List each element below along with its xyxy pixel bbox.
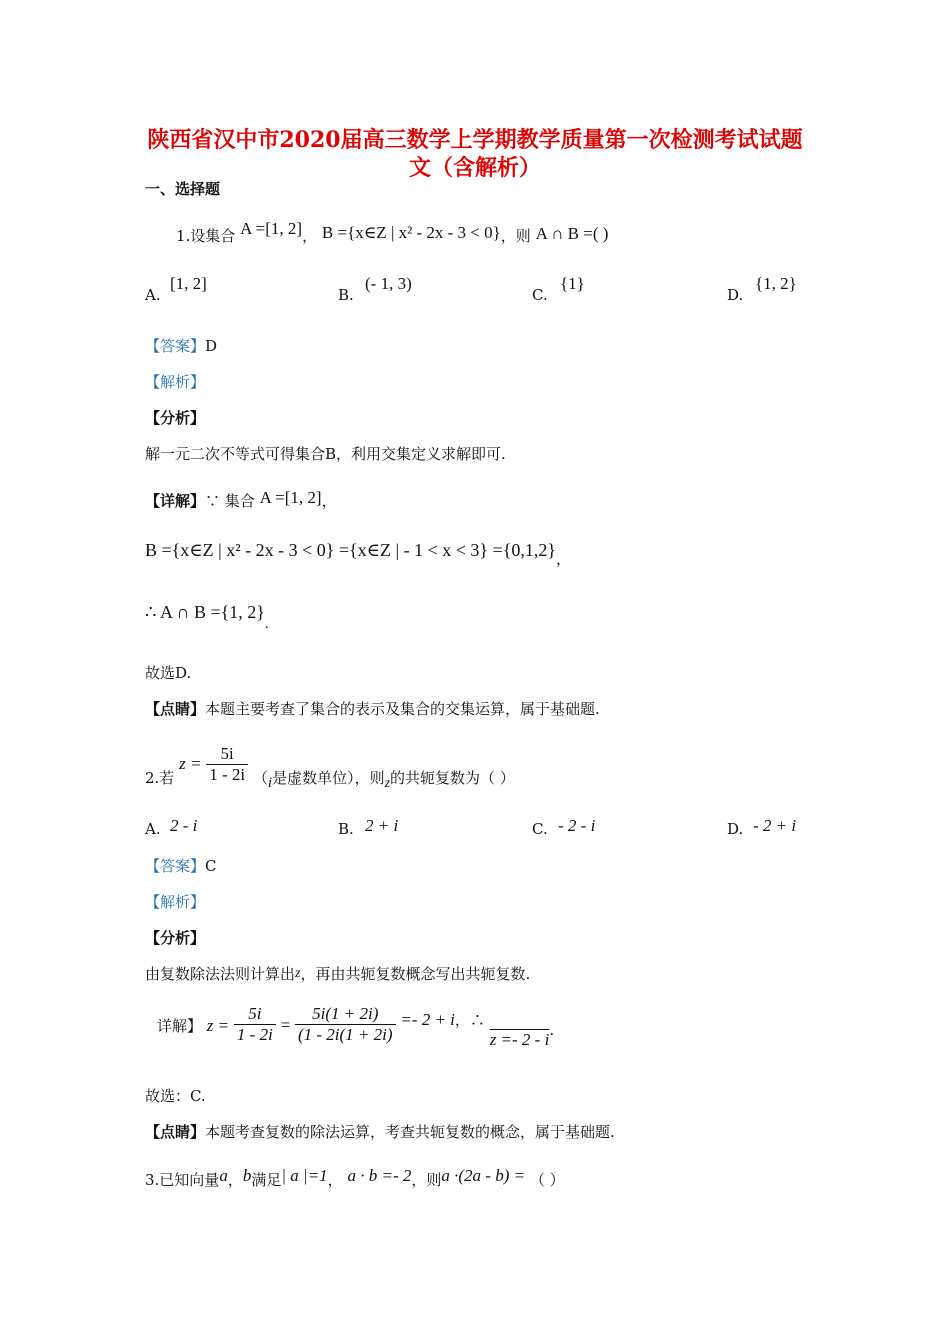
q2-z-eq: z =	[179, 753, 202, 773]
q2-option-d-value: - 2 + i	[753, 816, 797, 835]
q2-conclusion: 故选：C.	[145, 1087, 206, 1105]
q2-answer-value: C	[205, 857, 217, 875]
q2-jiexi-tag: 【解析】	[145, 893, 206, 911]
q1-answer-tag: 【答案】	[145, 337, 206, 355]
q1-conclusion: 故选D.	[145, 664, 192, 682]
q2-fenxi	[145, 963, 530, 984]
q2-detail-frac1-num: 5i	[234, 1004, 276, 1025]
q1-comment-text: 本题主要考查了集合的表示及集合的交集运算，属于基础题.	[205, 700, 600, 718]
q2-detail-z-eq: z =	[206, 1015, 230, 1035]
q2-fenxi-tag: 【分析】	[145, 929, 206, 947]
q2-detail-sep: ，∴	[454, 1010, 485, 1029]
q2-fenxi-z: z	[295, 966, 301, 981]
q1-detail-tag: 【详解】	[145, 492, 206, 510]
q3-satisfy: 满足	[251, 1171, 282, 1189]
q2-option-a-value: 2 - i	[170, 816, 198, 835]
q3-comma1: ，	[227, 1171, 243, 1189]
q3-stem	[145, 1165, 565, 1189]
q1-stem-prefix: 1.设集合	[176, 227, 236, 245]
q2-option-c-value: - 2 - i	[558, 816, 596, 835]
q1-detail-result-end: .	[264, 616, 269, 632]
q2-fenxi-b: ，再由共轭复数概念写出共轭复数.	[300, 965, 531, 983]
q2-comment-text: 本题考查复数的除法运算，考查共轭复数的概念，属于基础题.	[205, 1123, 615, 1141]
q2-option-b-value: 2 + i	[365, 816, 399, 835]
q1-then: ，则	[500, 227, 531, 245]
q1-comma: ，	[302, 227, 318, 245]
q3-b-symbol: b	[242, 1166, 252, 1185]
q1-fenxi-text: 解一元二次不等式可得集合B，利用交集定义求解即可.	[145, 445, 506, 463]
q2-detail-frac2-den: (1 - 2i(1 + 2i)	[297, 1025, 393, 1044]
q1-detail-line3	[145, 602, 269, 632]
q3-blank: （ ）	[529, 1171, 565, 1189]
q2-detail-end: .	[549, 1020, 555, 1039]
q2-detail-tag: 详解】	[157, 1016, 203, 1035]
title-line-1: 陕西省汉中市2020届高三数学上学期教学质量第一次检测考试试题	[147, 127, 803, 153]
q1-option-d-label: D.	[727, 286, 744, 304]
q2-stem-mid2: 是虚数单位），则	[272, 768, 385, 787]
q1-option-d-value: {1, 2}	[755, 274, 797, 293]
section-heading: 一、选择题	[145, 180, 221, 198]
q1-option-b-label: B.	[338, 286, 354, 304]
q1-detail-set-b: B ={x∈Z | x² - 2x - 3 < 0} ={x∈Z | - 1 < x < 3} ={0,1,2}	[145, 540, 556, 560]
q1-comment	[145, 698, 600, 719]
q2-fraction	[206, 744, 248, 785]
q1-detail-set-b-end: ，	[555, 552, 571, 568]
q1-jiexi-tag: 【解析】	[145, 373, 206, 391]
q2-detail	[157, 1006, 554, 1047]
q3-expression: a ·(2a - b) =	[441, 1166, 526, 1185]
q2-detail-frac2-num: 5i(1 + 2i)	[295, 1004, 396, 1025]
q2-stem-mid1: （	[252, 768, 268, 787]
q2-detail-frac2	[295, 1004, 396, 1045]
q1-option-a-value: [1, 2]	[170, 274, 207, 293]
q2-option-d-label: D.	[727, 820, 744, 838]
q1-ask: A ∩ B =( )	[535, 224, 609, 243]
q1-fenxi-tag: 【分析】	[145, 409, 206, 427]
q2-option-a-label: A.	[145, 820, 161, 838]
q2-option-c-label: C.	[532, 820, 548, 838]
q1-option-a-label: A.	[145, 286, 161, 304]
q2-frac-den: 1 - 2i	[209, 765, 246, 784]
q1-option-c-label: C.	[532, 286, 548, 304]
q3-cond2: a · b =- 2	[347, 1166, 412, 1185]
q1-stem	[176, 219, 609, 246]
q2-detail-frac1-den: 1 - 2i	[236, 1025, 273, 1044]
q3-stem-prefix: 3.已知向量	[145, 1171, 220, 1189]
q1-detail-result: ∴ A ∩ B ={1, 2}	[145, 602, 265, 622]
q2-comment-tag: 【点睛】	[145, 1123, 206, 1141]
q2-frac-num: 5i	[206, 744, 248, 765]
q2-stem	[145, 734, 515, 791]
q2-option-b-label: B.	[338, 820, 354, 838]
q2-detail-frac1	[234, 1004, 276, 1045]
q2-i-symbol: i	[267, 774, 273, 791]
q2-detail-eq1: =	[280, 1015, 291, 1035]
q2-comment	[145, 1121, 615, 1142]
q1-set-b: B ={x∈Z | x² - 2x - 3 < 0}	[321, 223, 501, 242]
q3-cond1: | a |=1	[281, 1166, 328, 1185]
q1-detail-set-a: A =[1, 2]	[259, 488, 322, 507]
q1-detail-set-a-end: ，	[321, 492, 337, 510]
q1-option-c-value: {1}	[560, 274, 585, 293]
q2-answer-tag: 【答案】	[145, 857, 206, 875]
q2-z-symbol: z	[384, 775, 391, 791]
q1-detail-line1	[145, 490, 337, 511]
q1-detail-line2	[145, 540, 571, 568]
title-line-2: 文（含解析）	[408, 155, 541, 181]
q2-answer	[145, 855, 217, 876]
q2-detail-conjugate: z =- 2 - i	[489, 1029, 550, 1049]
q1-answer-value: D	[205, 337, 218, 355]
q1-set-a: A =[1, 2]	[240, 219, 303, 238]
q1-comment-tag: 【点睛】	[145, 700, 206, 718]
q2-stem-prefix: 2.若	[145, 768, 175, 787]
q2-fenxi-a: 由复数除法法则计算出	[145, 965, 296, 983]
q1-option-b-value: (- 1, 3)	[365, 274, 412, 293]
q3-comma2: ，	[327, 1171, 343, 1189]
q3-then: ，则	[411, 1171, 442, 1189]
q2-stem-end: 的共轭复数为（ ）	[390, 768, 515, 787]
q1-answer	[145, 335, 217, 356]
q2-detail-eq2: =- 2 + i	[400, 1009, 455, 1029]
q3-a-symbol: a	[219, 1166, 228, 1185]
q1-detail-because: ∵ 集合	[205, 492, 255, 510]
